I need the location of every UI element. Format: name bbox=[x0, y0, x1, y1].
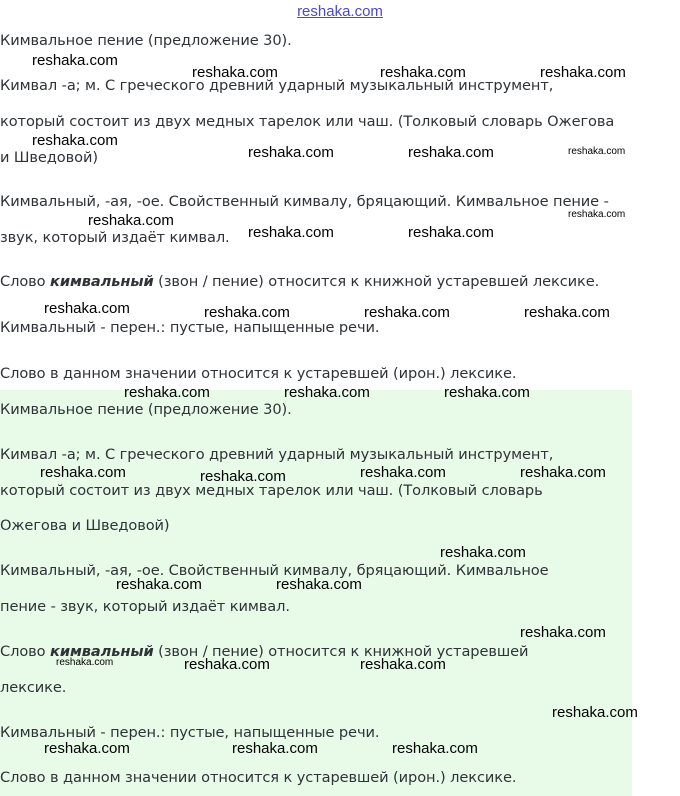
emphasized-word: кимвальный bbox=[50, 273, 154, 290]
header bbox=[0, 0, 680, 24]
watermark: reshaka.com bbox=[444, 384, 530, 401]
definition-line: Кимвальный, -ая, -ое. Свойственный кимвалу, бряцающий. Кимвальное пение - bbox=[0, 193, 609, 210]
watermark: reshaka.com bbox=[40, 464, 126, 481]
watermark: reshaka.com bbox=[568, 209, 626, 220]
watermark: reshaka.com bbox=[392, 740, 478, 757]
watermark: reshaka.com bbox=[204, 304, 290, 321]
watermark: reshaka.com bbox=[540, 64, 626, 81]
watermark: reshaka.com bbox=[192, 64, 278, 81]
definition-line: Кимвальный - перен.: пустые, напыщенные речи. bbox=[0, 319, 380, 336]
watermark: reshaka.com bbox=[116, 576, 202, 593]
heading: Кимвальное пение (предложение 30). bbox=[0, 401, 292, 418]
watermark: reshaka.com bbox=[364, 304, 450, 321]
definition-line: который состоит из двух медных тарелок или чаш. (Толковый словарь Ожегова bbox=[0, 113, 615, 130]
note-text: Слово bbox=[0, 273, 51, 290]
definition-line: Кимвальный - перен.: пустые, напыщенные речи. bbox=[0, 724, 380, 741]
definition-line: Кимвал -а; м. С греческого древний ударный музыкальный инструмент, bbox=[0, 446, 554, 463]
watermark: reshaka.com bbox=[520, 624, 606, 641]
watermark: reshaka.com bbox=[44, 300, 130, 317]
watermark: reshaka.com bbox=[276, 576, 362, 593]
watermark: reshaka.com bbox=[248, 144, 334, 161]
emphasized-word: кимвальный bbox=[50, 643, 154, 660]
definition-line: Ожегова и Шведовой) bbox=[0, 517, 170, 534]
definition-line: Кимвал -а; м. С греческого древний ударный музыкальный инструмент, bbox=[0, 77, 554, 94]
note-line bbox=[0, 272, 599, 292]
watermark: reshaka.com bbox=[380, 64, 466, 81]
watermark: reshaka.com bbox=[524, 304, 610, 321]
watermark: reshaka.com bbox=[232, 740, 318, 757]
watermark: reshaka.com bbox=[520, 464, 606, 481]
note-line: Слово в данном значении относится к устаревшей (ирон.) лексике. bbox=[0, 769, 517, 786]
watermark: reshaka.com bbox=[124, 384, 210, 401]
watermark: reshaka.com bbox=[32, 132, 118, 149]
watermark: reshaka.com bbox=[552, 704, 638, 721]
definition-line: Кимвальный, -ая, -ое. Свойственный кимвалу, бряцающий. Кимвальное bbox=[0, 562, 549, 579]
watermark: reshaka.com bbox=[408, 224, 494, 241]
definition-line: который состоит из двух медных тарелок или чаш. (Толковый словарь bbox=[0, 482, 543, 499]
definition-line: пение - звук, который издаёт кимвал. bbox=[0, 598, 290, 615]
note-line: Слово в данном значении относится к устаревшей (ирон.) лексике. bbox=[0, 365, 517, 382]
watermark: reshaka.com bbox=[88, 212, 174, 229]
watermark: reshaka.com bbox=[184, 656, 270, 673]
watermark: reshaka.com bbox=[408, 144, 494, 161]
site-link[interactable]: reshaka.com bbox=[297, 3, 383, 20]
definition-line: и Шведовой) bbox=[0, 149, 98, 166]
heading: Кимвальное пение (предложение 30). bbox=[0, 32, 292, 49]
watermark: reshaka.com bbox=[568, 146, 626, 157]
watermark: reshaka.com bbox=[200, 468, 286, 485]
watermark: reshaka.com bbox=[32, 52, 118, 69]
definition-line: звук, который издаёт кимвал. bbox=[0, 229, 230, 246]
watermark: reshaka.com bbox=[44, 740, 130, 757]
watermark: reshaka.com bbox=[360, 656, 446, 673]
watermark: reshaka.com bbox=[284, 384, 370, 401]
note-text: (звон / пение) относится к книжной устаревшей bbox=[153, 643, 529, 660]
watermark: reshaka.com bbox=[248, 224, 334, 241]
watermark: reshaka.com bbox=[56, 657, 114, 668]
watermark: reshaka.com bbox=[440, 544, 526, 561]
note-text: Слово bbox=[0, 643, 51, 660]
watermark: reshaka.com bbox=[360, 464, 446, 481]
note-line: лексике. bbox=[0, 679, 67, 696]
note-text: (звон / пение) относится к книжной устаревшей лексике. bbox=[153, 273, 600, 290]
